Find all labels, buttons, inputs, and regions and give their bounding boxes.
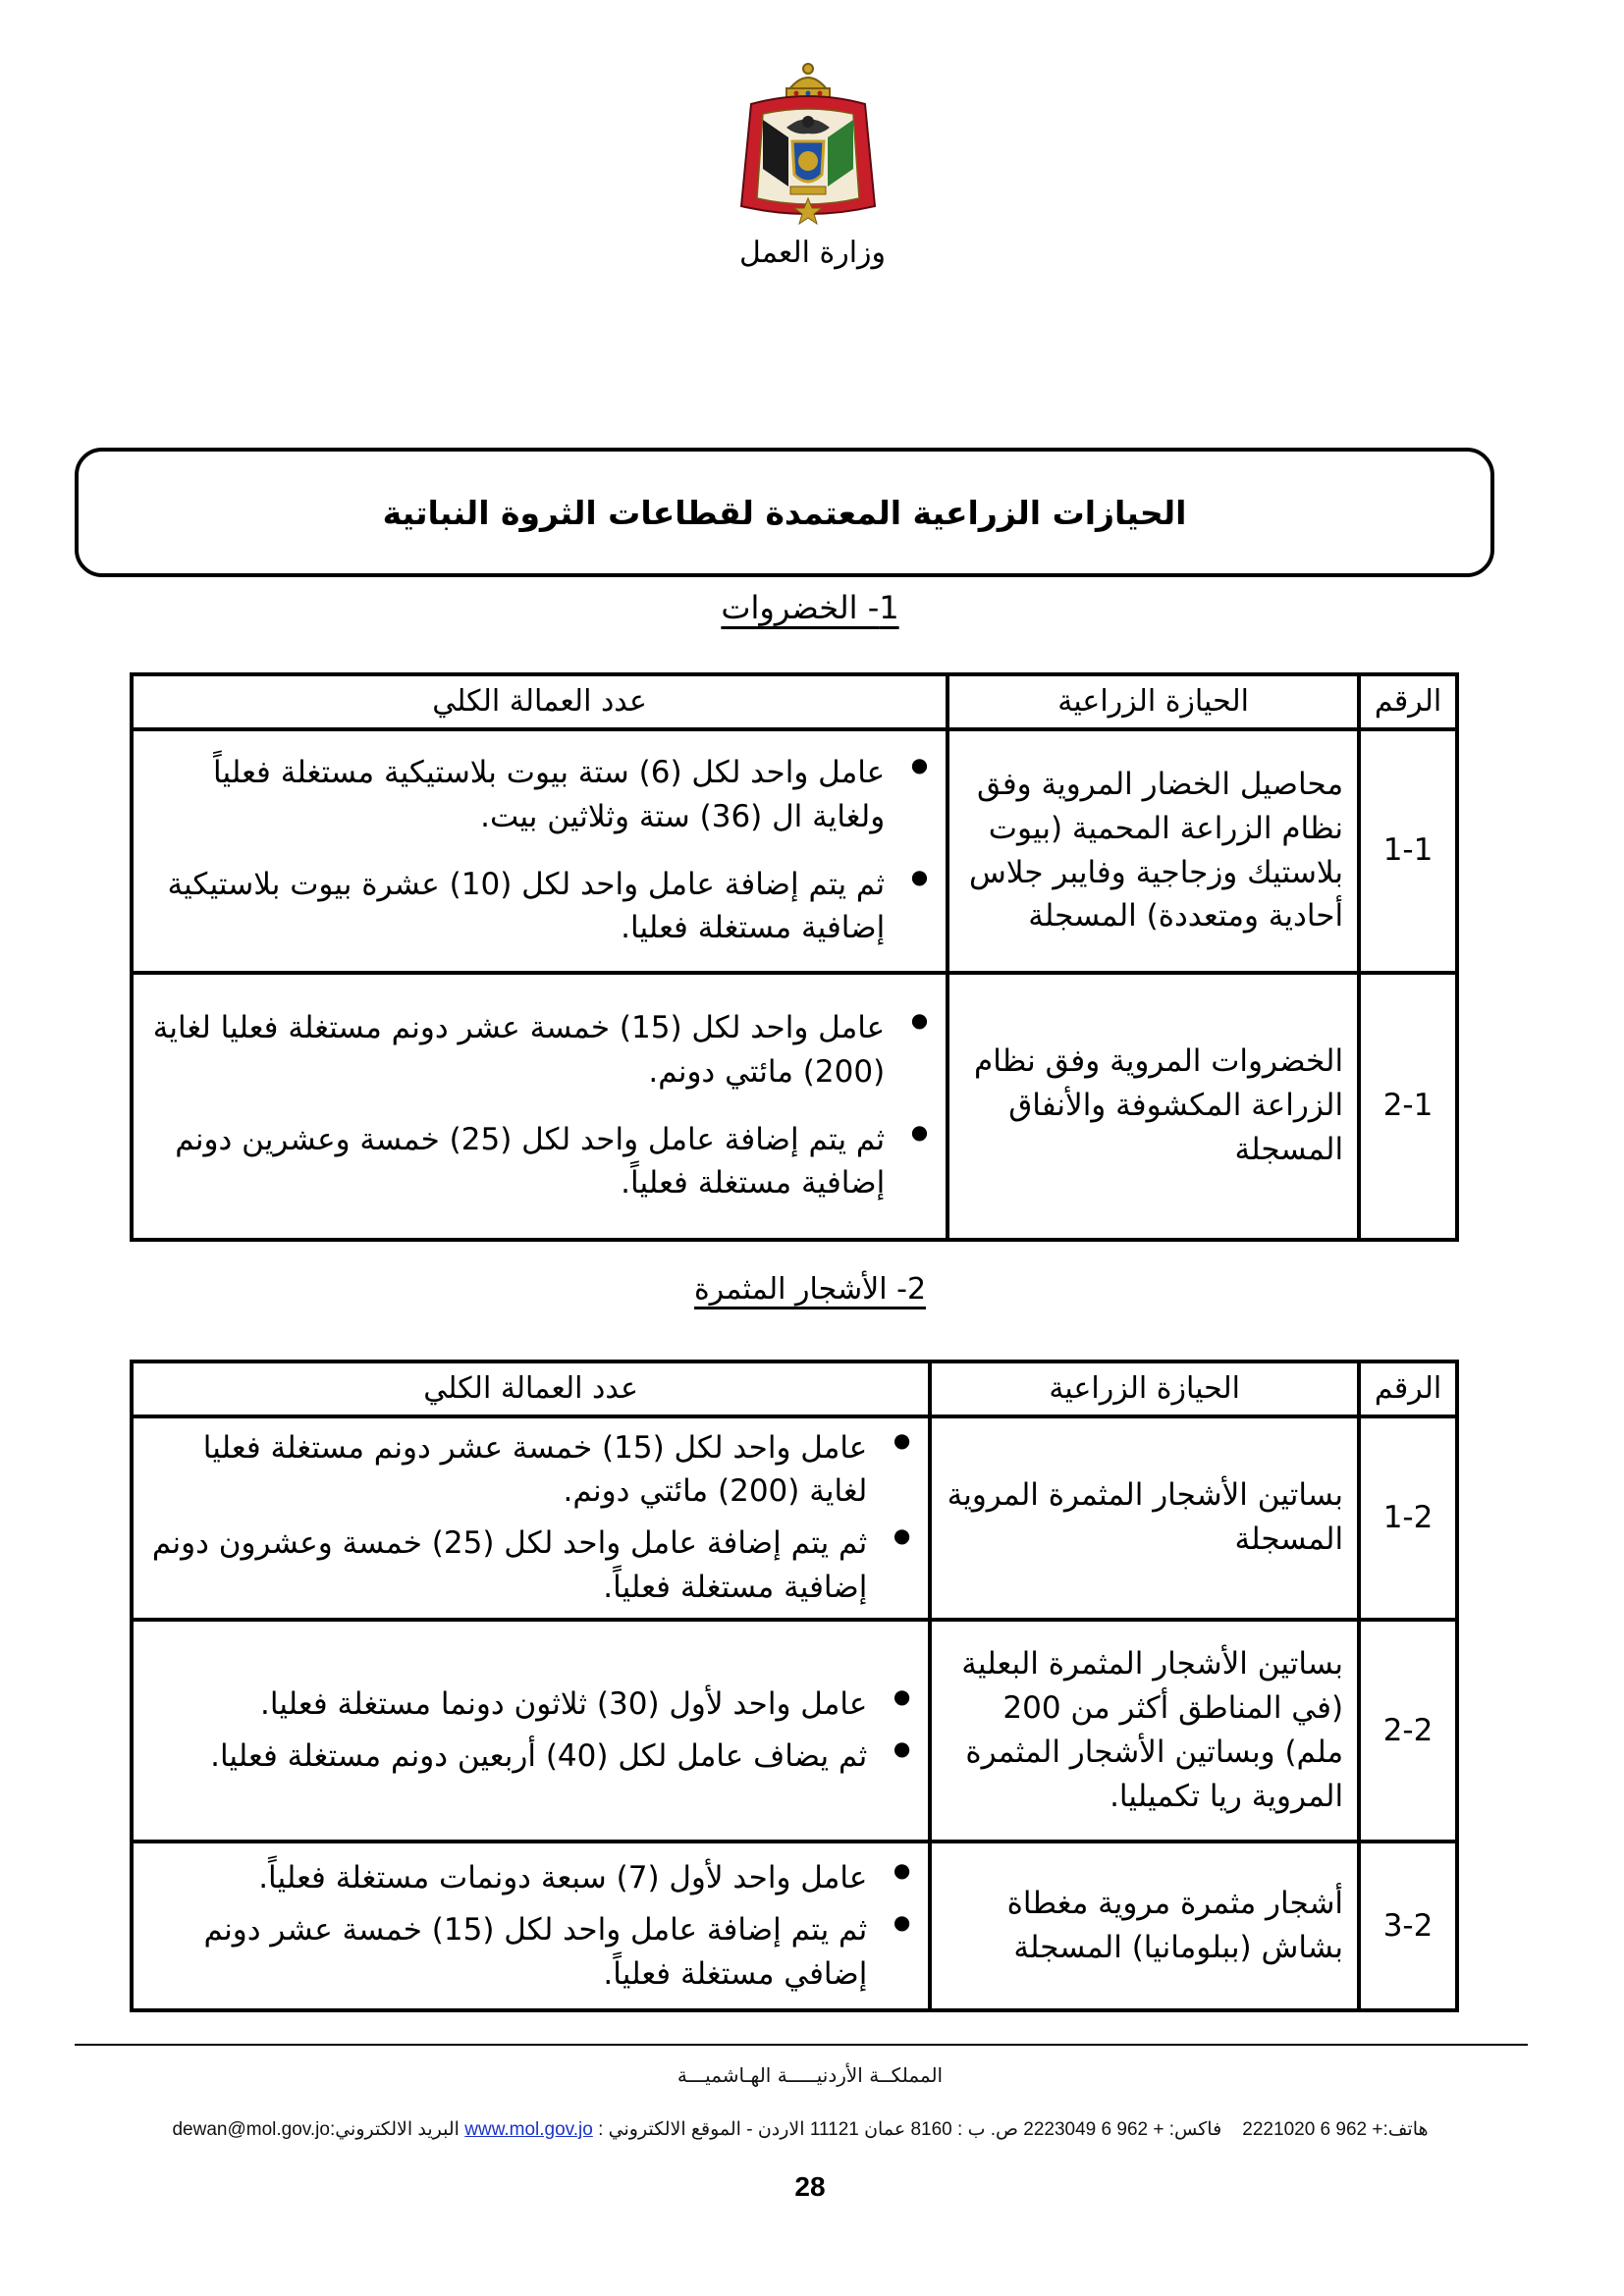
worker-rule-item: ● ثم يتم إضافة عامل واحد لكل (25) خمسة وعشرون دونم إضافية مستغلة فعلياً.: [147, 1522, 867, 1610]
row-holding: أشجار مثمرة مروية مغطاة بشاش (ببلومانيا) المسجلة: [930, 1842, 1359, 2010]
footer-website-label: - الموقع الالكتروني :: [598, 2119, 753, 2140]
row-number: 2-2: [1359, 1620, 1457, 1842]
column-header-workers: عدد العمالة الكلي: [132, 1362, 930, 1416]
table-header-row: [132, 674, 1457, 729]
table-row: [132, 973, 1457, 1240]
footer-po-box: ص. ب : 8160 عمان 11121 الاردن: [757, 2119, 1018, 2140]
table-row: [132, 1620, 1457, 1842]
row-number: 2-1: [1359, 973, 1457, 1240]
worker-rule-item: ● ثم يضاف عامل لكل (40) أربعين دونم مستغلة فعليا.: [147, 1735, 867, 1779]
footer-email: dewan@mol.gov.jo: [172, 2119, 330, 2140]
table-row: [132, 729, 1457, 973]
row-number: 1-2: [1359, 1416, 1457, 1621]
column-header-holding: الحيازة الزراعية: [947, 674, 1359, 729]
row-number: 1-1: [1359, 729, 1457, 973]
worker-rule-item: ● عامل واحد لكل (6) ستة بيوت بلاستيكية مستغلة فعلياً ولغاية ال (36) ستة وثلاثين بيت.: [147, 751, 885, 839]
row-holding: الخضروات المروية وفق نظام الزراعة المكشوفة والأنفاق المسجلة: [947, 973, 1359, 1240]
worker-rule-item: ● عامل واحد لأول (30) ثلاثون دونما مستغلة فعليا.: [147, 1682, 867, 1727]
fruit-trees-table: [130, 1360, 1459, 2012]
worker-rule-item: ● عامل واحد لأول (7) سبعة دونمات مستغلة فعلياً.: [147, 1856, 867, 1900]
worker-rule-item: ● ثم يتم إضافة عامل واحد لكل (10) عشرة بيوت بلاستيكية إضافية مستغلة فعليا.: [147, 863, 885, 951]
column-header-holding: الحيازة الزراعية: [930, 1362, 1359, 1416]
column-header-workers: عدد العمالة الكلي: [132, 674, 947, 729]
table-row: [132, 1842, 1457, 2010]
table-row: [132, 1416, 1457, 1621]
ministry-name: وزارة العمل: [738, 236, 887, 270]
column-header-number: الرقم: [1359, 1362, 1457, 1416]
footer-website-link[interactable]: www.mol.gov.jo: [464, 2119, 593, 2140]
document-title: الحيازات الزراعية المعتمدة لقطاعات الثروة النباتية: [382, 493, 1187, 532]
row-holding: محاصيل الخضار المروية وفق نظام الزراعة المحمية (بيوت بلاستيك وزجاجية وفايبر جلاس أحادية ومتعددة) المسجلة: [947, 729, 1359, 973]
footer-divider: [75, 2044, 1528, 2046]
table-header-row: [132, 1362, 1457, 1416]
row-workers: [132, 973, 947, 1240]
worker-rule-item: ● عامل واحد لكل (15) خمسة عشر دونم مستغلة فعليا لغاية (200) مائتي دونم.: [147, 1426, 867, 1515]
section-heading-vegetables: 1- الخضروات: [721, 589, 899, 626]
footer-fax: فاكس: + 962 6 2223049: [1023, 2119, 1222, 2140]
vegetables-table: [130, 672, 1459, 1242]
page-number: 28: [794, 2171, 826, 2202]
row-holding: بساتين الأشجار المثمرة البعلية (في المناطق أكثر من 200 ملم) وبساتين الأشجار المثمرة المروية ريا تكميليا.: [930, 1620, 1359, 1842]
worker-rule-item: ● ثم يتم إضافة عامل واحد لكل (15) خمسة عشر دونم إضافي مستغلة فعلياً.: [147, 1908, 867, 1997]
royal-emblem-icon: [730, 59, 887, 236]
row-workers: [132, 1842, 930, 2010]
section-heading-fruit-trees: 2- الأشجار المثمرة: [693, 1272, 927, 1307]
row-number: 3-2: [1359, 1842, 1457, 2010]
row-workers: [132, 1416, 930, 1621]
worker-rule-item: ● ثم يتم إضافة عامل واحد لكل (25) خمسة وعشرين دونم إضافية مستغلة فعلياً.: [147, 1118, 885, 1206]
footer-contact-line: [108, 2118, 1492, 2141]
document-title-box: [75, 448, 1494, 577]
worker-rule-item: ● عامل واحد لكل (15) خمسة عشر دونم مستغلة فعليا لغاية (200) مائتي دونم.: [147, 1006, 885, 1095]
column-header-number: الرقم: [1359, 674, 1457, 729]
row-holding: بساتين الأشجار المثمرة المروية المسجلة: [930, 1416, 1359, 1621]
row-workers: [132, 729, 947, 973]
footer-email-label: البريد الالكتروني:: [329, 2119, 460, 2140]
row-workers: [132, 1620, 930, 1842]
footer-phone: هاتف:+ 962 6 2221020: [1242, 2119, 1429, 2140]
footer-kingdom-name: المملكــة الأردنيـــــة الهـاشميـــة: [677, 2063, 944, 2087]
